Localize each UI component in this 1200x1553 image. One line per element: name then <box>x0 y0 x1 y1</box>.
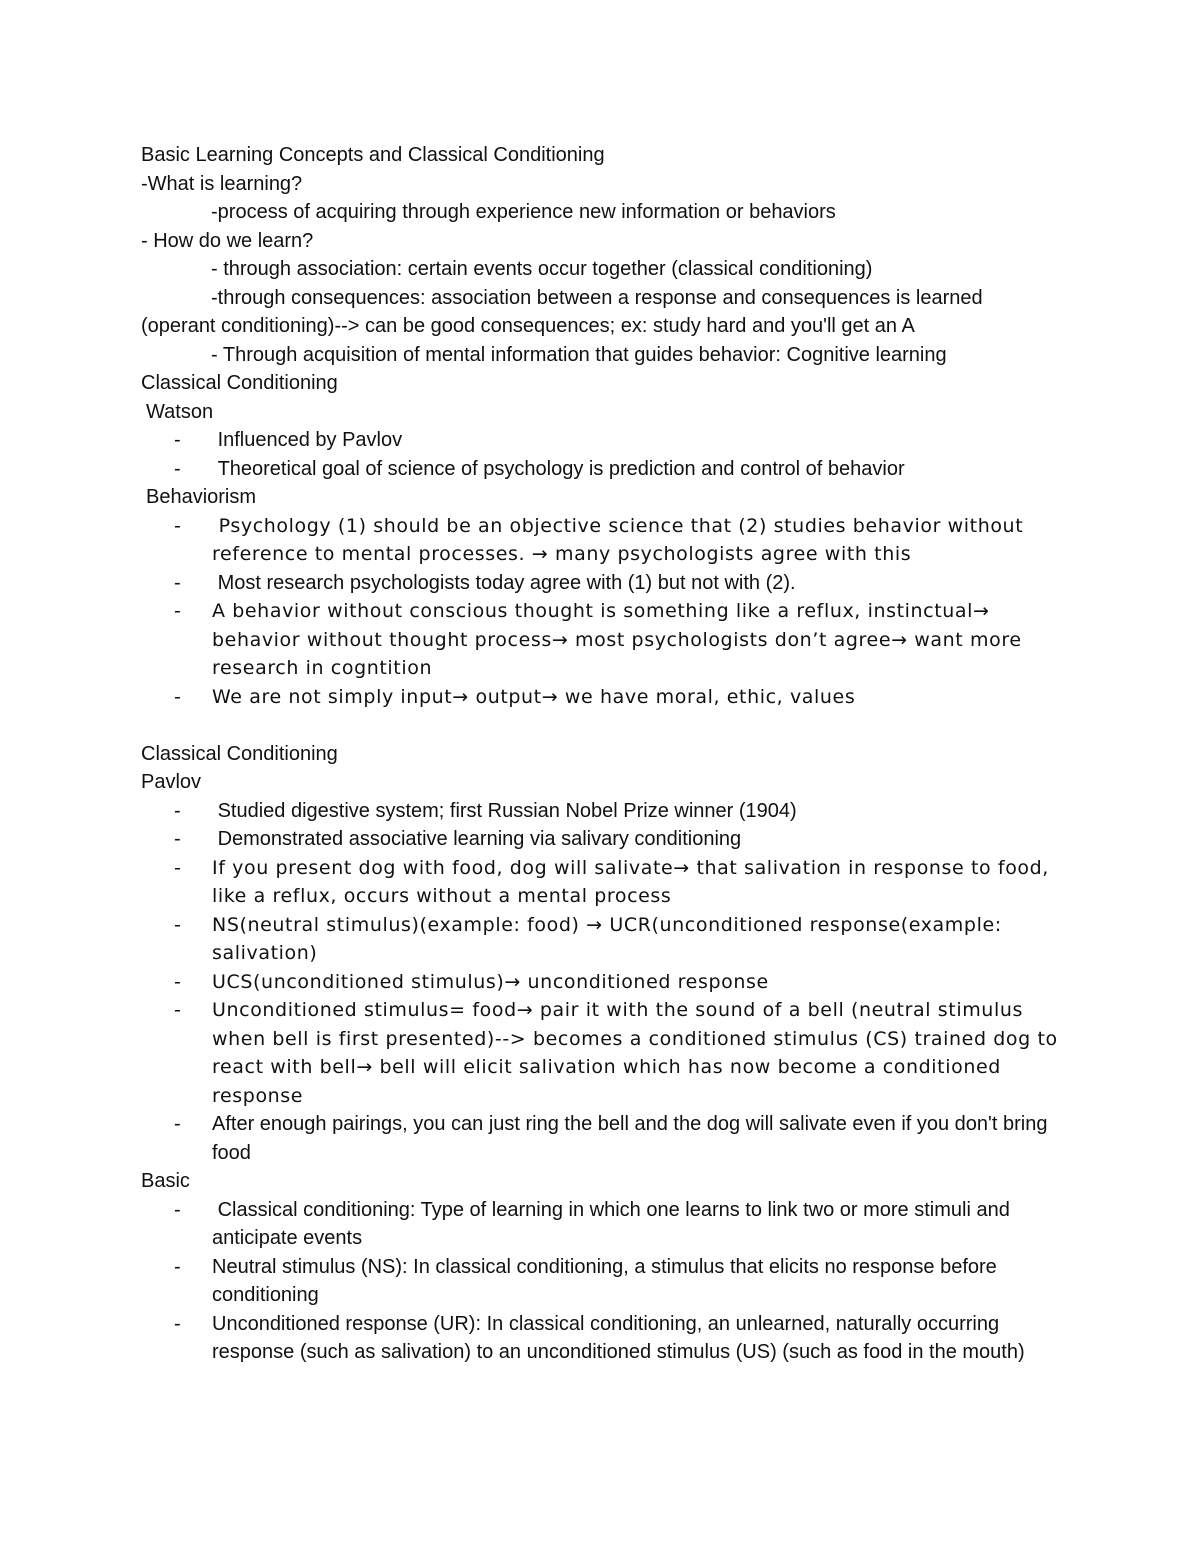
list-item <box>141 968 1062 997</box>
list-item <box>141 569 1062 598</box>
list-item <box>141 825 1062 854</box>
list-item-text: Psychology (1) should be an objective science that (2) studies behavior without reference to mental processes. → many psychologists agree with this <box>212 514 1024 565</box>
answer-cognitive: - Through acquisition of mental information that guides behavior: Cognitive learning <box>211 343 947 366</box>
list-item <box>141 426 1062 455</box>
list-item-text: If you present dog with food, dog will salivate→ that salivation in response to food, like a reflux, occurs without a mental process <box>212 856 1049 907</box>
dash-bullet: - <box>174 999 182 1021</box>
dash-bullet: - <box>174 685 182 708</box>
dash-bullet: - <box>174 600 182 622</box>
subheading-basic: Basic <box>141 1170 190 1192</box>
list-item-text: UCS(unconditioned stimulus)→ unconditioned response <box>212 970 769 993</box>
watson-list <box>141 426 1066 483</box>
list-item <box>141 597 1062 683</box>
dash-bullet: - <box>174 571 181 594</box>
answer-consequences-line2: (operant conditioning)--> can be good consequences; ex: study hard and you'll get an A <box>141 315 915 337</box>
list-item-text: After enough pairings, you can just ring the bell and the dog will salivate even if you don't bring food <box>212 1113 1048 1164</box>
dash-bullet: - <box>174 514 182 537</box>
basic-list <box>141 1196 1066 1367</box>
dash-bullet: - <box>174 856 182 879</box>
list-item <box>141 996 1062 1110</box>
list-item <box>141 1110 1062 1167</box>
subheading-pavlov: Pavlov <box>141 771 202 793</box>
pavlov-list <box>141 797 1066 1168</box>
list-item-text: Demonstrated associative learning via salivary conditioning <box>217 828 742 850</box>
dash-bullet: - <box>174 1312 181 1335</box>
list-item-text: We are not simply input→ output→ we have moral, ethic, values <box>212 685 856 708</box>
list-item <box>141 1196 1062 1253</box>
list-item <box>141 683 1062 712</box>
section-heading-classical-conditioning-2: Classical Conditioning <box>141 742 338 765</box>
list-item-text: Unconditioned response (UR): In classical conditioning, an unlearned, naturally occurring response (such as salivation) to an unconditioned stimulus (US) (such as food in the mouth) <box>212 1312 1025 1363</box>
list-item-text: Studied digestive system; first Russian Nobel Prize winner (1904) <box>217 799 797 822</box>
list-item-text: Most research psychologists today agree with (1) but not with (2). <box>217 571 796 594</box>
list-item <box>141 1253 1062 1310</box>
answer-what-is-learning: -process of acquiring through experience new information or behaviors <box>211 201 836 223</box>
dash-bullet: - <box>174 429 181 451</box>
dash-bullet: - <box>174 1255 181 1278</box>
behaviorism-list <box>141 512 1066 712</box>
answer-consequences-line1: -through consequences: association between a response and consequences is learned <box>211 286 983 309</box>
section-heading-classical-conditioning: Classical Conditioning <box>141 372 338 394</box>
list-item-text: NS(neutral stimulus)(example: food) → UCR(unconditioned response(example: salivation) <box>212 913 1002 964</box>
list-item <box>141 911 1062 968</box>
blank-line <box>141 711 1066 740</box>
list-item <box>141 854 1062 911</box>
subheading-watson: Watson <box>146 400 214 423</box>
list-item-text: Influenced by Pavlov <box>217 429 403 451</box>
list-item-text: Unconditioned stimulus= food→ pair it with the sound of a bell (neutral stimulus when bell is first presented)--> becomes a conditioned stimulus (CS) trained dog to react with bell→ bell will elicit salivation which has now become a conditioned response <box>212 999 1058 1107</box>
list-item <box>141 455 1062 484</box>
list-item <box>141 797 1062 826</box>
list-item-text: Classical conditioning: Type of learning in which one learns to link two or more stimuli and anticipate events <box>212 1198 1010 1249</box>
dash-bullet: - <box>174 913 182 936</box>
list-item-text: A behavior without conscious thought is something like a reflux, instinctual→ behavior without thought process→ most psychologists don’t agree→ want more research in cogntition <box>212 600 1022 679</box>
list-item-text: Theoretical goal of science of psychology is prediction and control of behavior <box>217 457 905 480</box>
subheading-behaviorism: Behaviorism <box>146 486 257 508</box>
doc-title: Basic Learning Concepts and Classical Conditioning <box>141 144 605 166</box>
dash-bullet: - <box>174 1198 181 1221</box>
dash-bullet: - <box>174 828 181 850</box>
dash-bullet: - <box>174 970 182 993</box>
dash-bullet: - <box>174 457 181 480</box>
list-item <box>141 1310 1062 1367</box>
question-what-is-learning: -What is learning? <box>141 172 303 195</box>
answer-association: - through association: certain events occur together (classical conditioning) <box>211 258 873 280</box>
list-item-text: Neutral stimulus (NS): In classical conditioning, a stimulus that elicits no response before conditioning <box>212 1255 997 1306</box>
dash-bullet: - <box>174 799 181 822</box>
question-how-do-we-learn: - How do we learn? <box>141 229 314 252</box>
list-item <box>141 512 1062 569</box>
dash-bullet: - <box>174 1113 181 1135</box>
document-body <box>141 141 1066 1367</box>
